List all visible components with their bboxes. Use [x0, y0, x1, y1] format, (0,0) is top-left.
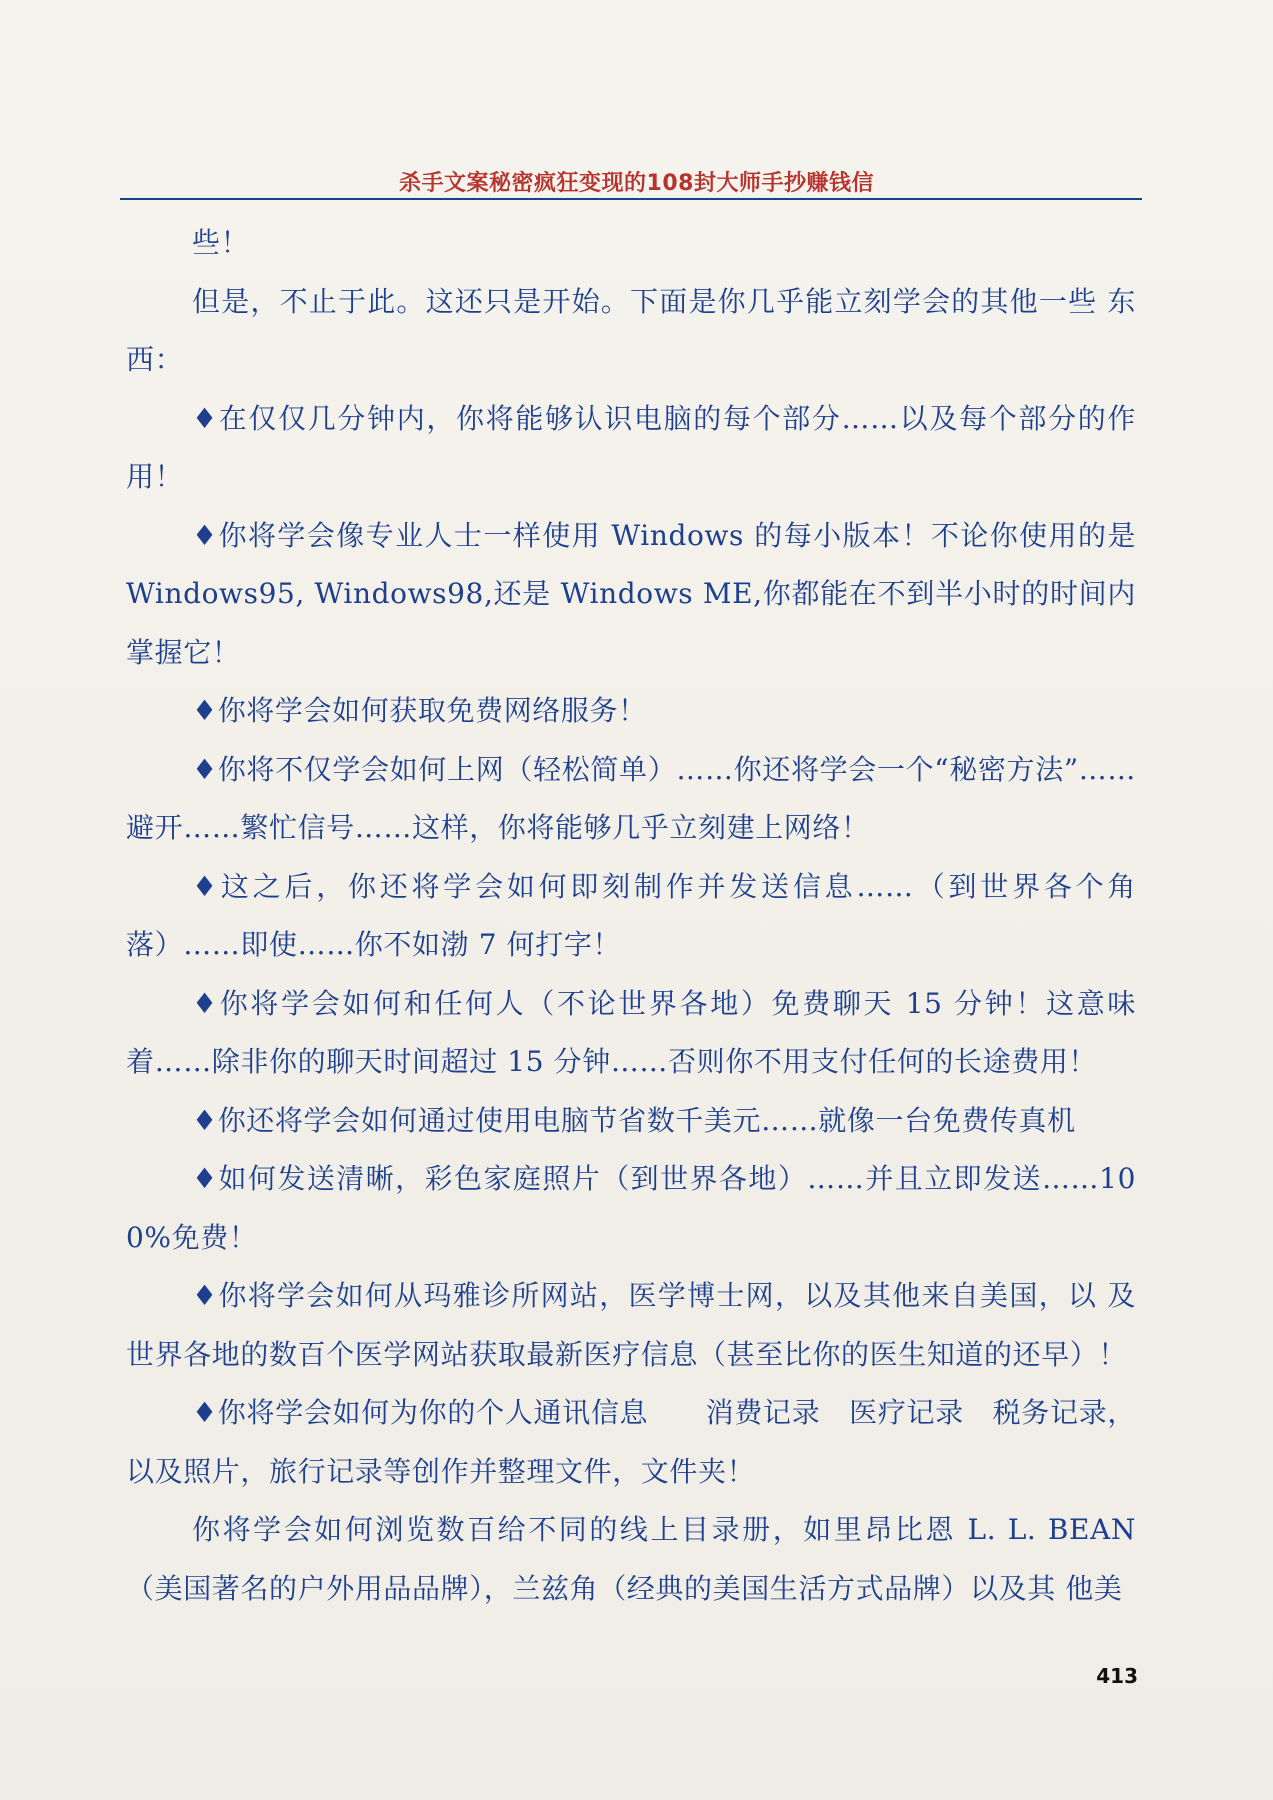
paragraph: ♦你将不仅学会如何上网（轻松简单）……你还将学会一个“秘密方法”……避开……繁忙信号……这样，你将能够几乎立刻建上网络！: [126, 752, 1136, 844]
header-rule: [120, 198, 1142, 200]
paragraph: ♦你将学会如何从玛雅诊所网站，医学博士网，以及其他来自美国，以 及世界各地的数百个医学网站获取最新医疗信息（甚至比你的医生知道的还早）！: [126, 1279, 1136, 1371]
paragraph: 但是，不止于此。这还只是开始。下面是你几乎能立刻学会的其他一些 东西：: [126, 284, 1136, 376]
paragraph: ♦如何发送清晰，彩色家庭照片（到世界各地）……并且立即发送……100%免费！: [126, 1162, 1136, 1254]
paragraph: ♦在仅仅几分钟内，你将能够认识电脑的每个部分……以及每个部分的作用！: [126, 401, 1136, 493]
paragraph: ♦你还将学会如何通过使用电脑节省数千美元……就像一台免费传真机: [192, 1103, 1076, 1137]
paragraph: 你将学会如何浏览数百给不同的线上目录册，如里昂比恩 L. L. BEAN（美国著名的户外用品品牌），兰兹角（经典的美国生活方式品牌）以及其 他美: [126, 1513, 1136, 1605]
paragraph: ♦这之后，你还将学会如何即刻制作并发送信息……（到世界各个角落）……即使……你不如渤 7 何打字！: [126, 869, 1136, 961]
paragraph: ♦你将学会如何为你的个人通讯信息 消费记录 医疗记录 税务记录，以及照片，旅行记录等创作并整理文件，文件夹！: [126, 1396, 1136, 1488]
paragraph: 些！: [192, 226, 250, 259]
paragraph: ♦你将学会如何获取免费网络服务！: [192, 694, 647, 727]
body-text: [126, 214, 1136, 1618]
page-number: 413: [1096, 1664, 1138, 1688]
running-header-title: 杀手文案秘密疯狂变现的108封大师手抄赚钱信: [399, 171, 874, 196]
paragraph: ♦你将学会像专业人士一样使用 Windows 的每小版本！不论你使用的是 Windows95, Windows98,还是 Windows ME,你都能在不到半小时的时间内掌握它！: [126, 518, 1136, 669]
paragraph: ♦你将学会如何和任何人（不论世界各地）免费聊天 15 分钟！这意味着……除非你的聊天时间超过 15 分钟……否则你不用支付任何的长途费用！: [126, 986, 1136, 1078]
